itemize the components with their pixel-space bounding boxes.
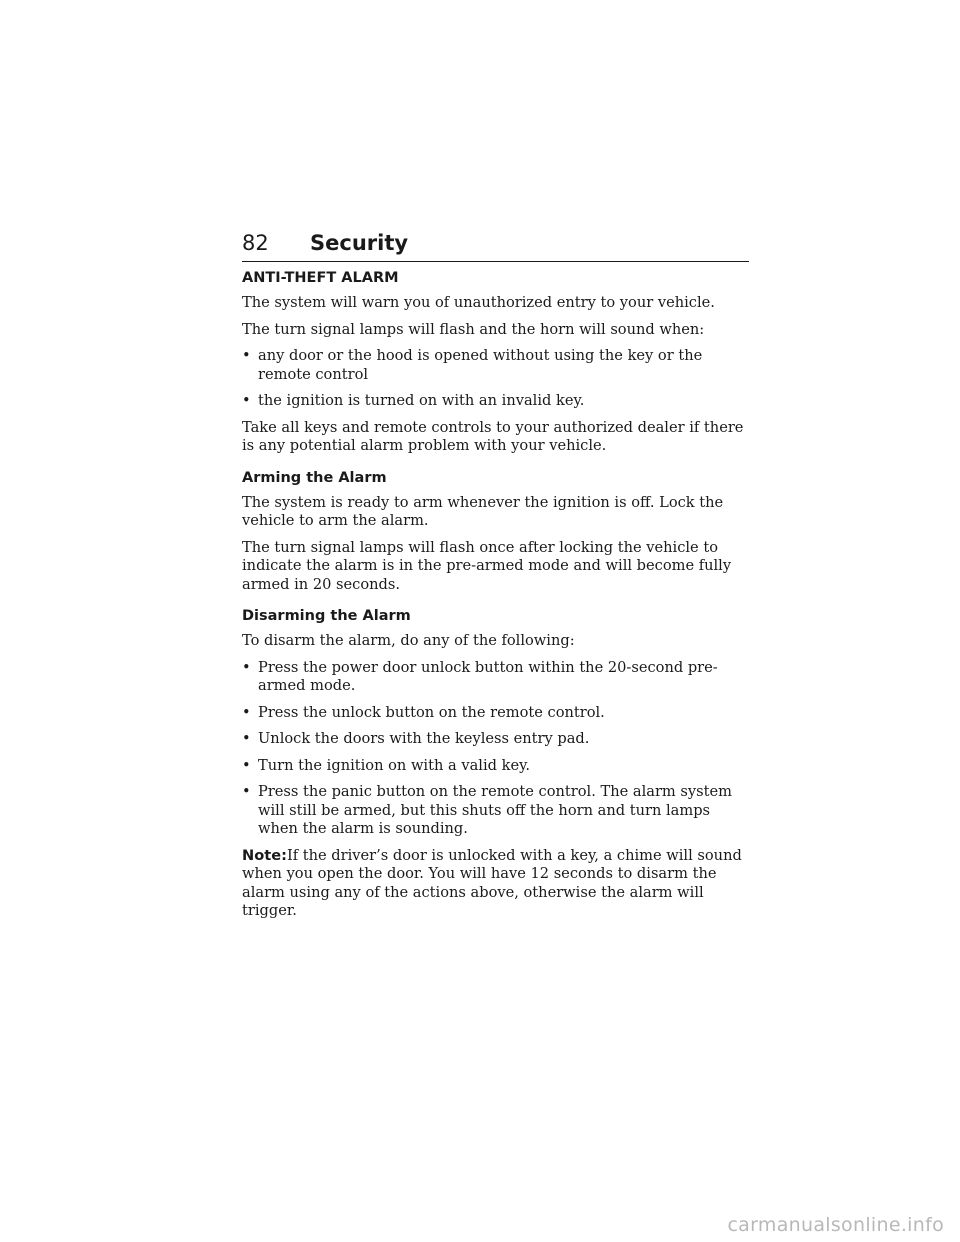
- page-body: [242, 268, 752, 929]
- page-number: 82: [242, 231, 269, 255]
- paragraph: The turn signal lamps will flash once after locking the vehicle to indicate the alarm is in the pre-armed mode and will become fully armed in 20 seconds.: [242, 538, 732, 593]
- section-title: Security: [310, 231, 409, 255]
- paragraph: To disarm the alarm, do any of the following:: [242, 632, 575, 649]
- paragraph: Take all keys and remote controls to your authorized dealer if there is any potential alarm problem with your vehicle.: [242, 418, 744, 454]
- list-item-text: the ignition is turned on with an invalid key.: [258, 392, 585, 409]
- heading-anti-theft-alarm: ANTI-THEFT ALARM: [242, 270, 399, 286]
- paragraph: The system is ready to arm whenever the ignition is off. Lock the vehicle to arm the alarm.: [242, 493, 724, 529]
- bullet-icon: •: [242, 783, 251, 800]
- bullet-icon: •: [242, 730, 251, 747]
- disarm-steps-list: [242, 659, 752, 839]
- list-item: [242, 783, 752, 839]
- heading-arming-the-alarm: Arming the Alarm: [242, 469, 387, 486]
- list-item: [242, 704, 752, 723]
- paragraph: The turn signal lamps will flash and the horn will sound when:: [242, 320, 705, 338]
- alarm-trigger-list: [242, 347, 752, 411]
- watermark-link[interactable]: carmanualsonline.info: [727, 1214, 944, 1236]
- note-label: Note:: [242, 846, 287, 864]
- list-item: [242, 730, 752, 749]
- paragraph: The system will warn you of unauthorized entry to your vehicle.: [242, 294, 715, 311]
- list-item-text: Unlock the doors with the keyless entry pad.: [258, 730, 590, 747]
- page-header: [242, 228, 749, 262]
- bullet-icon: •: [242, 658, 251, 676]
- list-item-text: Press the panic button on the remote control. The alarm system will still be armed, but this shuts off the horn and turn lamps when the alarm is sounding.: [258, 783, 732, 837]
- list-item-text: any door or the hood is opened without using the key or the remote control: [258, 347, 703, 383]
- list-item: [242, 392, 752, 411]
- heading-disarming-the-alarm: Disarming the Alarm: [242, 608, 411, 624]
- note-text: If the driver’s door is unlocked with a key, a chime will sound when you open the door. You will have 12 seconds to disarm the alarm using any of the actions above, otherwise the alarm will trigger.: [242, 846, 742, 919]
- list-item: [242, 659, 752, 696]
- list-item-text: Press the power door unlock button within the 20-second pre-armed mode.: [258, 658, 718, 694]
- bullet-icon: •: [242, 347, 251, 364]
- list-item-text: Turn the ignition on with a valid key.: [258, 756, 531, 774]
- bullet-icon: •: [242, 703, 251, 721]
- list-item: [242, 757, 752, 776]
- note-paragraph: [242, 847, 752, 921]
- bullet-icon: •: [242, 756, 251, 774]
- list-item-text: Press the unlock button on the remote control.: [258, 703, 605, 721]
- list-item: [242, 347, 752, 384]
- bullet-icon: •: [242, 392, 251, 409]
